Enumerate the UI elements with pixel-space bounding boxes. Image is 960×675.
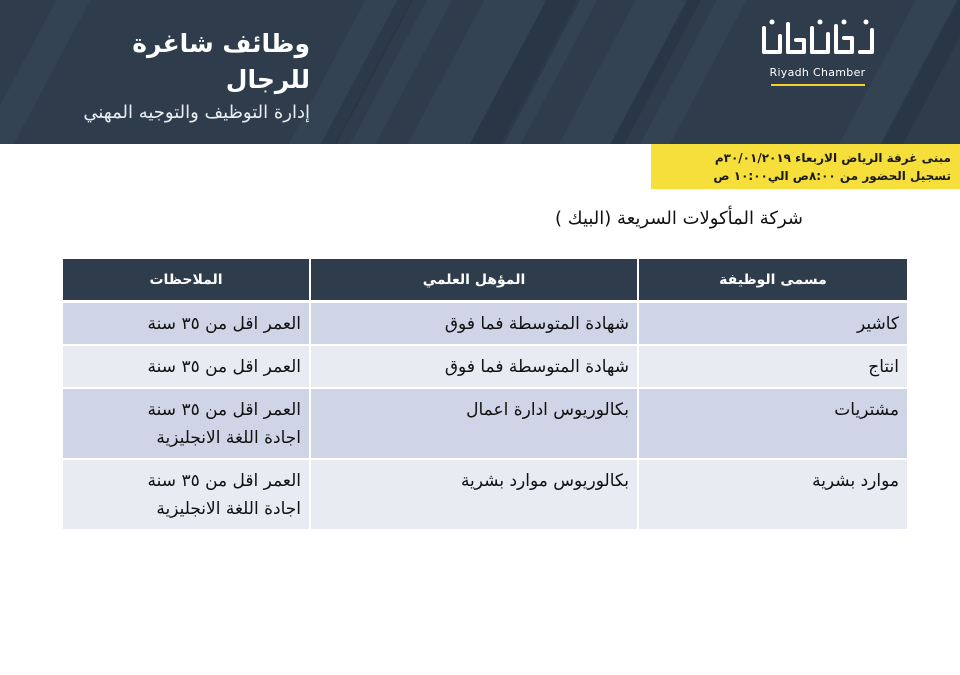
header-banner: [0, 0, 960, 144]
page-title: وظائف شاغرة للرجال: [132, 29, 310, 94]
note-line: العمر اقل من ٣٥ سنة: [147, 400, 301, 420]
table-row: [62, 459, 908, 530]
table-row: [62, 388, 908, 459]
table-row: [62, 345, 908, 388]
qualification-cell: بكالوريوس ادارة اعمال: [310, 388, 638, 459]
title-block: [50, 26, 310, 128]
qualification-cell: بكالوريوس موارد بشرية: [310, 459, 638, 530]
company-name: شركة المأكولات السريعة (البيك ): [555, 208, 803, 229]
qualification-cell: شهادة المتوسطة فما فوق: [310, 303, 638, 345]
event-date-location: مبنى غرفة الرياض الاربعاء ٣٠/٠١/٢٠١٩م: [714, 151, 951, 165]
jobs-table: [61, 259, 909, 531]
registration-hours: تسجيل الحضور من ٨:٠٠ص الي١٠:٠٠ ص: [713, 169, 951, 183]
table-row: [62, 303, 908, 345]
header-qualification: المؤهل العلمي: [310, 259, 638, 300]
notes-cell: [62, 459, 310, 530]
event-info-box: [651, 144, 960, 189]
note-line: العمر اقل من ٣٥ سنة: [147, 314, 301, 334]
notes-cell: [62, 345, 310, 388]
note-line: اجادة اللغة الانجليزية: [156, 499, 301, 519]
job-title-cell: انتاج: [638, 345, 908, 388]
job-title-cell: موارد بشرية: [638, 459, 908, 530]
job-title-cell: كاشير: [638, 303, 908, 345]
note-line: العمر اقل من ٣٥ سنة: [147, 357, 301, 377]
logo-wordmark-icon: [758, 14, 878, 64]
notes-cell: [62, 303, 310, 345]
logo-english-name: Riyadh Chamber: [769, 66, 866, 79]
qualification-cell: شهادة المتوسطة فما فوق: [310, 345, 638, 388]
notes-cell: [62, 388, 310, 459]
header-notes: الملاحظات: [62, 259, 310, 300]
logo-underline: [771, 84, 865, 86]
note-line: العمر اقل من ٣٥ سنة: [147, 471, 301, 491]
department-subtitle: إدارة التوظيف والتوجيه المهني: [83, 102, 310, 123]
header-job-title: مسمى الوظيفة: [638, 259, 908, 300]
note-line: اجادة اللغة الانجليزية: [156, 428, 301, 448]
riyadh-chamber-logo: [750, 14, 885, 100]
table-header-row: [62, 259, 908, 300]
job-title-cell: مشتريات: [638, 388, 908, 459]
